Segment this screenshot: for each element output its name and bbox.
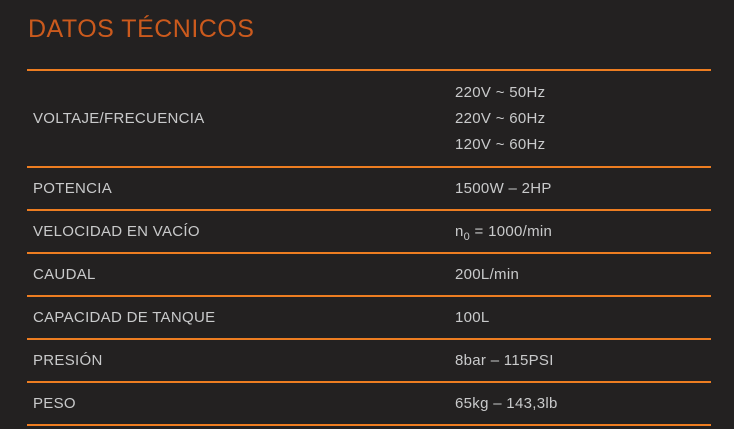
- spec-label: CAUDAL: [33, 266, 96, 283]
- spec-table: [27, 71, 711, 426]
- spec-value: [455, 80, 545, 158]
- spec-label: VELOCIDAD EN VACÍO: [33, 223, 200, 240]
- spec-value: 8bar – 115PSI: [455, 352, 554, 369]
- spec-value: 65kg – 143,3lb: [455, 395, 558, 412]
- table-row-capacidad-de-tanque: [27, 297, 711, 340]
- spec-value-base: n: [455, 223, 464, 240]
- table-row-potencia: [27, 168, 711, 211]
- spec-value: 200L/min: [455, 266, 520, 283]
- spec-value: 1500W – 2HP: [455, 180, 552, 197]
- spec-value-rest: = 1000/min: [470, 223, 553, 240]
- spec-label: CAPACIDAD DE TANQUE: [33, 309, 216, 326]
- page-title: DATOS TÉCNICOS: [28, 15, 255, 43]
- table-row-presion: [27, 340, 711, 383]
- spec-label: VOLTAJE/FRECUENCIA: [33, 110, 205, 127]
- table-row-velocidad-en-vacio: [27, 211, 711, 254]
- table-row-peso: [27, 383, 711, 426]
- panel-header: [27, 0, 711, 71]
- table-row-caudal: [27, 254, 711, 297]
- spec-value-line: 120V ~ 60Hz: [455, 135, 546, 153]
- spec-value-line: 220V ~ 50Hz: [455, 83, 546, 101]
- spec-value: [455, 223, 553, 243]
- spec-value: 100L: [455, 309, 490, 326]
- table-row-voltaje-frecuencia: [27, 71, 711, 168]
- spec-label: PRESIÓN: [33, 352, 103, 369]
- spec-label: POTENCIA: [33, 180, 113, 197]
- spec-value-subscript: 0: [463, 231, 471, 243]
- spec-label: PESO: [33, 395, 76, 412]
- spec-value-line: 220V ~ 60Hz: [455, 109, 546, 127]
